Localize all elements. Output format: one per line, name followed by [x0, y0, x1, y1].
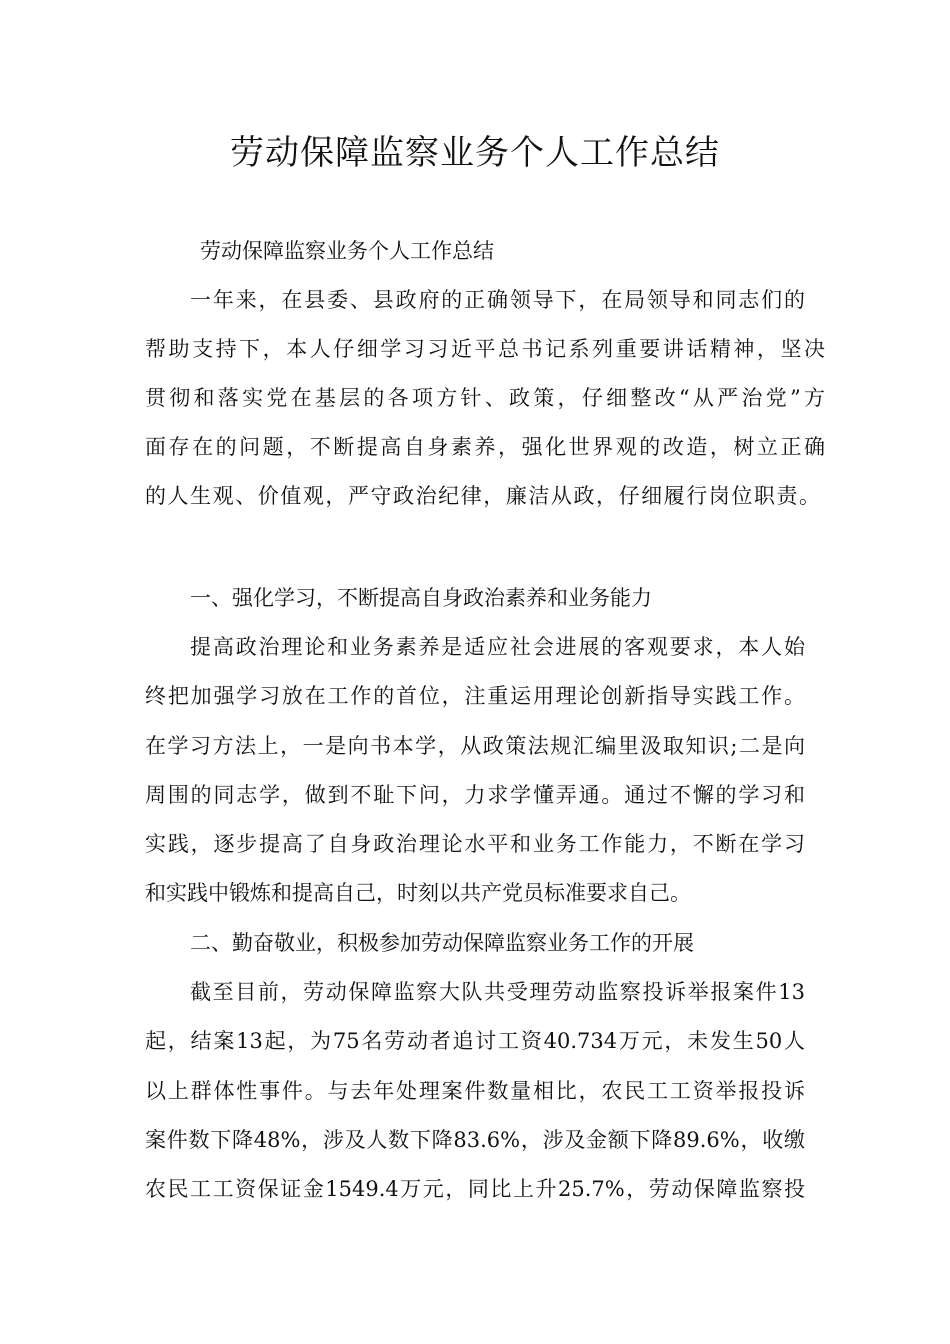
paragraph-line: 农民工工资保证金1549.4万元，同比上升25.7%，劳动保障监察投 [145, 1177, 805, 1201]
paragraph-line: 和实践中锻炼和提高自己，时刻以共产党员标准要求自己。 [145, 881, 691, 905]
paragraph-line: 一年来，在县委、县政府的正确领导下，在局领导和同志们的 [190, 288, 805, 312]
paragraph-line: 起，结案13起，为75名劳动者追讨工资40.734万元，未发生50人 [145, 1029, 805, 1053]
paragraph-line: 帮助支持下，本人仔细学习习近平总书记系列重要讲话精神，坚决 [145, 337, 825, 361]
paragraph-line: 的人生观、价值观，严守政治纪律，廉洁从政，仔细履行岗位职责。 [145, 484, 820, 508]
paragraph-line: 以上群体性事件。与去年处理案件数量相比，农民工工资举报投诉 [145, 1079, 805, 1103]
section-heading: 二、勤奋敬业，积极参加劳动保障监察业务工作的开展 [190, 931, 694, 955]
paragraph-line: 在学习方法上，一是向书本学，从政策法规汇编里汲取知识;二是向 [145, 734, 805, 758]
section-heading: 一、强化学习，不断提高自身政治素养和业务能力 [190, 586, 652, 610]
paragraph-line: 实践，逐步提高了自身政治理论水平和业务工作能力，不断在学习 [145, 832, 805, 856]
paragraph-line: 案件数下降48%，涉及人数下降83.6%，涉及金额下降89.6%，收缴 [145, 1128, 805, 1152]
paragraph-line: 面存在的问题，不断提高自身素养，强化世界观的改造，树立正确 [145, 435, 825, 459]
paragraph-line: 终把加强学习放在工作的首位，注重运用理论创新指导实践工作。 [145, 684, 805, 708]
paragraph-line: 贯彻和落实党在基层的各项方针、政策，仔细整改“从严治党”方 [145, 386, 825, 410]
document-title: 劳动保障监察业务个人工作总结 [230, 133, 720, 173]
paragraph-line: 截至目前，劳动保障监察大队共受理劳动监察投诉举报案件13 [190, 980, 805, 1004]
subtitle-line: 劳动保障监察业务个人工作总结 [200, 239, 494, 263]
paragraph-line: 周围的同志学，做到不耻下问，力求学懂弄通。通过不懈的学习和 [145, 783, 805, 807]
paragraph-line: 提高政治理论和业务素养是适应社会进展的客观要求，本人始 [190, 635, 805, 659]
